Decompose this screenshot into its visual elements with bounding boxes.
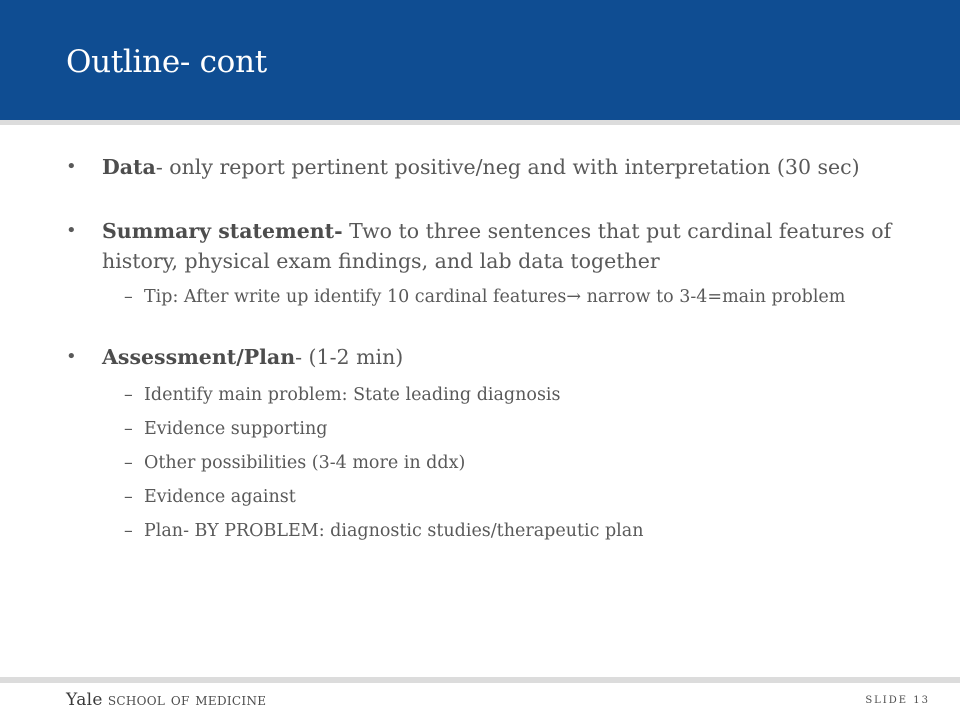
bullet-text: - only report pertinent positive/neg and with interpretation (30 sec) <box>155 155 860 179</box>
sub-list <box>102 286 916 308</box>
footer-divider <box>0 677 960 683</box>
sub-item-text: Tip: After write up identify 10 cardinal features <box>144 287 567 307</box>
sub-item-text: Evidence against <box>144 487 296 507</box>
sub-item <box>102 520 916 542</box>
slide-title: Outline- cont <box>66 44 267 80</box>
yale-logo <box>66 690 266 710</box>
arrow-right-icon: → <box>566 287 582 307</box>
title-bar <box>0 0 960 120</box>
bullet-text: Two to three sentences that put cardinal features of history, physical exam findings, and lab data together <box>102 219 892 273</box>
sub-item <box>102 452 916 474</box>
dash-marker: – <box>124 521 133 541</box>
bullet-marker: • <box>66 346 77 367</box>
bullet-text: - (1-2 min) <box>295 345 404 369</box>
sub-item <box>102 486 916 508</box>
dash-marker: – <box>124 419 133 439</box>
sub-item-text: Other possibilities (3-4 more in ddx) <box>144 453 466 473</box>
sub-item <box>102 418 916 440</box>
logo-yale-text: Yale <box>66 690 103 710</box>
dash-marker: – <box>124 287 133 307</box>
sub-item <box>102 384 916 406</box>
bullet-marker: • <box>66 220 77 241</box>
slide-body <box>66 152 916 542</box>
sub-item-text: Evidence supporting <box>144 419 328 439</box>
sub-item-text: Identify main problem: State leading diagnosis <box>144 385 561 405</box>
bullet-lead: Assessment/Plan <box>102 345 296 369</box>
bullet-data <box>66 152 916 182</box>
header-divider <box>0 120 960 125</box>
dash-marker: – <box>124 453 133 473</box>
bullet-summary-statement <box>66 216 916 308</box>
sub-item-text: Plan- BY PROBLEM: diagnostic studies/therapeutic plan <box>144 521 644 541</box>
logo-school-text: school of medicine <box>107 690 267 710</box>
slide-number <box>865 695 930 706</box>
bullet-assessment-plan <box>66 342 916 542</box>
sub-list <box>102 384 916 542</box>
bullet-marker: • <box>66 156 77 177</box>
dash-marker: – <box>124 385 133 405</box>
dash-marker: – <box>124 487 133 507</box>
bullet-lead: Data <box>102 155 156 179</box>
slide-number-value: 13 <box>913 695 930 706</box>
sub-item-text: narrow to 3-4=main problem <box>581 287 846 307</box>
bullet-lead: Summary statement- <box>102 219 343 243</box>
slide-label: SLIDE <box>865 695 909 706</box>
sub-item-tip <box>102 286 916 308</box>
